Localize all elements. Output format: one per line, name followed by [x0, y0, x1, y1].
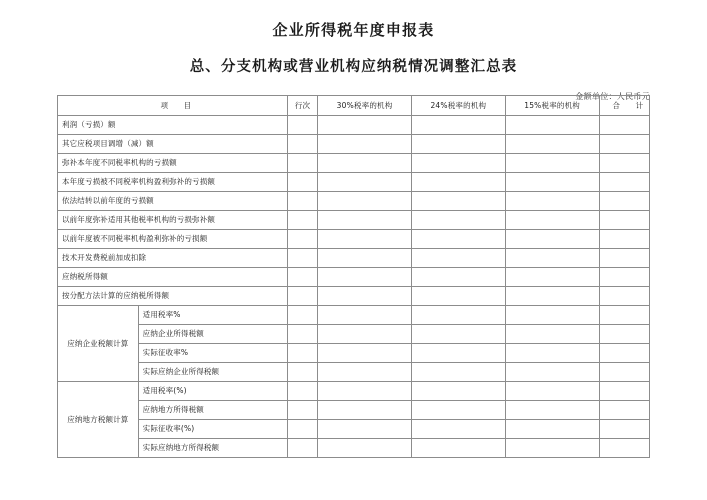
cell-rate24[interactable]	[411, 173, 505, 192]
table-row	[58, 439, 650, 458]
cell-total[interactable]	[599, 420, 649, 439]
amount-unit-note: 金额单位：人民币元	[575, 92, 650, 101]
cell-rate24[interactable]	[411, 116, 505, 135]
cell-total[interactable]	[599, 192, 649, 211]
table-row	[58, 401, 650, 420]
table-row	[58, 420, 650, 439]
cell-total[interactable]	[599, 249, 649, 268]
cell-rate15[interactable]	[505, 382, 599, 401]
cell-total[interactable]	[599, 325, 649, 344]
column-header-rate24: 24%税率的机构	[411, 96, 505, 116]
row-label: 实际应纳企业所得税额	[138, 363, 287, 382]
table-row	[58, 249, 650, 268]
cell-rate15[interactable]	[505, 116, 599, 135]
row-label: 应纳地方所得税额	[138, 401, 287, 420]
cell-total[interactable]	[599, 268, 649, 287]
cell-rate30[interactable]	[318, 135, 412, 154]
header-row	[58, 96, 650, 116]
cell-rate15[interactable]	[505, 211, 599, 230]
row-label: 利润（亏损）额	[58, 116, 288, 135]
cell-line-no[interactable]	[287, 287, 317, 306]
page-subtitle: 总、分支机构或营业机构应纳税情况调整汇总表	[189, 59, 518, 75]
cell-line-no[interactable]	[287, 363, 317, 382]
cell-rate30[interactable]	[318, 439, 412, 458]
cell-rate24[interactable]	[411, 287, 505, 306]
cell-line-no[interactable]	[287, 211, 317, 230]
table-row	[58, 173, 650, 192]
cell-rate15[interactable]	[505, 268, 599, 287]
cell-rate30[interactable]	[318, 344, 412, 363]
table-body	[58, 116, 650, 458]
cell-line-no[interactable]	[287, 230, 317, 249]
cell-total[interactable]	[599, 439, 649, 458]
cell-rate15[interactable]	[505, 401, 599, 420]
cell-line-no[interactable]	[287, 192, 317, 211]
row-group-label: 应纳地方税额计算	[58, 382, 139, 458]
cell-line-no[interactable]	[287, 325, 317, 344]
column-header-item: 项 目	[58, 96, 288, 116]
cell-rate30[interactable]	[318, 382, 412, 401]
cell-total[interactable]	[599, 116, 649, 135]
cell-line-no[interactable]	[287, 401, 317, 420]
cell-total[interactable]	[599, 154, 649, 173]
cell-total[interactable]	[599, 135, 649, 154]
cell-total[interactable]	[599, 382, 649, 401]
cell-total[interactable]	[599, 306, 649, 325]
table-row	[58, 135, 650, 154]
table-row	[58, 154, 650, 173]
cell-rate24[interactable]	[411, 306, 505, 325]
cell-line-no[interactable]	[287, 344, 317, 363]
cell-rate24[interactable]	[411, 401, 505, 420]
row-label: 按分配方法计算的应纳税所得额	[58, 287, 288, 306]
cell-rate30[interactable]	[318, 420, 412, 439]
cell-rate15[interactable]	[505, 306, 599, 325]
cell-rate30[interactable]	[318, 287, 412, 306]
cell-line-no[interactable]	[287, 249, 317, 268]
cell-line-no[interactable]	[287, 154, 317, 173]
cell-rate24[interactable]	[411, 344, 505, 363]
row-label: 应纳税所得额	[58, 268, 288, 287]
cell-rate15[interactable]	[505, 287, 599, 306]
cell-rate15[interactable]	[505, 230, 599, 249]
column-header-line-no: 行次	[287, 96, 317, 116]
cell-line-no[interactable]	[287, 306, 317, 325]
cell-total[interactable]	[599, 211, 649, 230]
table-row	[58, 325, 650, 344]
table-row	[58, 230, 650, 249]
table-row	[58, 363, 650, 382]
cell-rate30[interactable]	[318, 306, 412, 325]
row-label: 本年度亏损被不同税率机构盈利弥补的亏损额	[58, 173, 288, 192]
cell-rate24[interactable]	[411, 268, 505, 287]
cell-total[interactable]	[599, 363, 649, 382]
table-header	[58, 96, 650, 116]
cell-rate15[interactable]	[505, 192, 599, 211]
table-row	[58, 268, 650, 287]
cell-rate15[interactable]	[505, 325, 599, 344]
cell-total[interactable]	[599, 401, 649, 420]
cell-rate15[interactable]	[505, 420, 599, 439]
cell-rate15[interactable]	[505, 135, 599, 154]
cell-line-no[interactable]	[287, 116, 317, 135]
cell-rate24[interactable]	[411, 325, 505, 344]
row-label: 以前年度被不同税率机构盈利弥补的亏损额	[58, 230, 288, 249]
row-group-label: 应纳企业税额计算	[58, 306, 139, 382]
column-header-total: 合 计	[599, 96, 649, 116]
cell-rate24[interactable]	[411, 363, 505, 382]
column-header-rate15: 15%税率的机构	[505, 96, 599, 116]
row-label: 实际应纳地方所得税额	[138, 439, 287, 458]
cell-rate24[interactable]	[411, 382, 505, 401]
table-row	[58, 344, 650, 363]
cell-rate24[interactable]	[411, 135, 505, 154]
cell-total[interactable]	[599, 344, 649, 363]
table-row	[58, 211, 650, 230]
cell-rate15[interactable]	[505, 363, 599, 382]
cell-line-no[interactable]	[287, 268, 317, 287]
cell-rate24[interactable]	[411, 420, 505, 439]
row-label: 弥补本年度不同税率机构的亏损额	[58, 154, 288, 173]
cell-line-no[interactable]	[287, 420, 317, 439]
table-row	[58, 192, 650, 211]
cell-rate30[interactable]	[318, 249, 412, 268]
tax-form-table	[57, 95, 650, 458]
cell-line-no[interactable]	[287, 382, 317, 401]
cell-rate24[interactable]	[411, 230, 505, 249]
cell-rate24[interactable]	[411, 192, 505, 211]
row-label: 技术开发费税前加成扣除	[58, 249, 288, 268]
tax-form-table-wrapper	[57, 95, 650, 458]
table-row	[58, 287, 650, 306]
cell-rate24[interactable]	[411, 211, 505, 230]
cell-rate15[interactable]	[505, 344, 599, 363]
row-label: 实际征收率(%)	[138, 420, 287, 439]
row-label: 依法结转以前年度的亏损额	[58, 192, 288, 211]
column-header-rate30: 30%税率的机构	[318, 96, 412, 116]
cell-rate30[interactable]	[318, 325, 412, 344]
row-label: 其它应税项目调增（减）额	[58, 135, 288, 154]
title-block	[0, 0, 707, 77]
cell-total[interactable]	[599, 173, 649, 192]
cell-line-no[interactable]	[287, 135, 317, 154]
row-label: 应纳企业所得税额	[138, 325, 287, 344]
cell-rate15[interactable]	[505, 173, 599, 192]
cell-rate30[interactable]	[318, 211, 412, 230]
cell-rate24[interactable]	[411, 154, 505, 173]
cell-rate24[interactable]	[411, 249, 505, 268]
page-title: 企业所得税年度申报表	[272, 21, 435, 39]
table-row	[58, 382, 650, 401]
cell-rate30[interactable]	[318, 401, 412, 420]
cell-rate15[interactable]	[505, 439, 599, 458]
cell-line-no[interactable]	[287, 439, 317, 458]
cell-total[interactable]	[599, 287, 649, 306]
cell-total[interactable]	[599, 230, 649, 249]
table-row	[58, 306, 650, 325]
cell-rate30[interactable]	[318, 363, 412, 382]
cell-rate24[interactable]	[411, 439, 505, 458]
row-label: 适用税率(%)	[138, 382, 287, 401]
cell-rate30[interactable]	[318, 116, 412, 135]
row-label: 适用税率%	[138, 306, 287, 325]
cell-rate30[interactable]	[318, 192, 412, 211]
cell-rate15[interactable]	[505, 249, 599, 268]
row-label: 实际征收率%	[138, 344, 287, 363]
cell-line-no[interactable]	[287, 173, 317, 192]
cell-rate30[interactable]	[318, 173, 412, 192]
cell-rate15[interactable]	[505, 154, 599, 173]
table-row	[58, 116, 650, 135]
cell-rate30[interactable]	[318, 154, 412, 173]
cell-rate30[interactable]	[318, 230, 412, 249]
row-label: 以前年度弥补适用其他税率机构的亏损弥补额	[58, 211, 288, 230]
cell-rate30[interactable]	[318, 268, 412, 287]
